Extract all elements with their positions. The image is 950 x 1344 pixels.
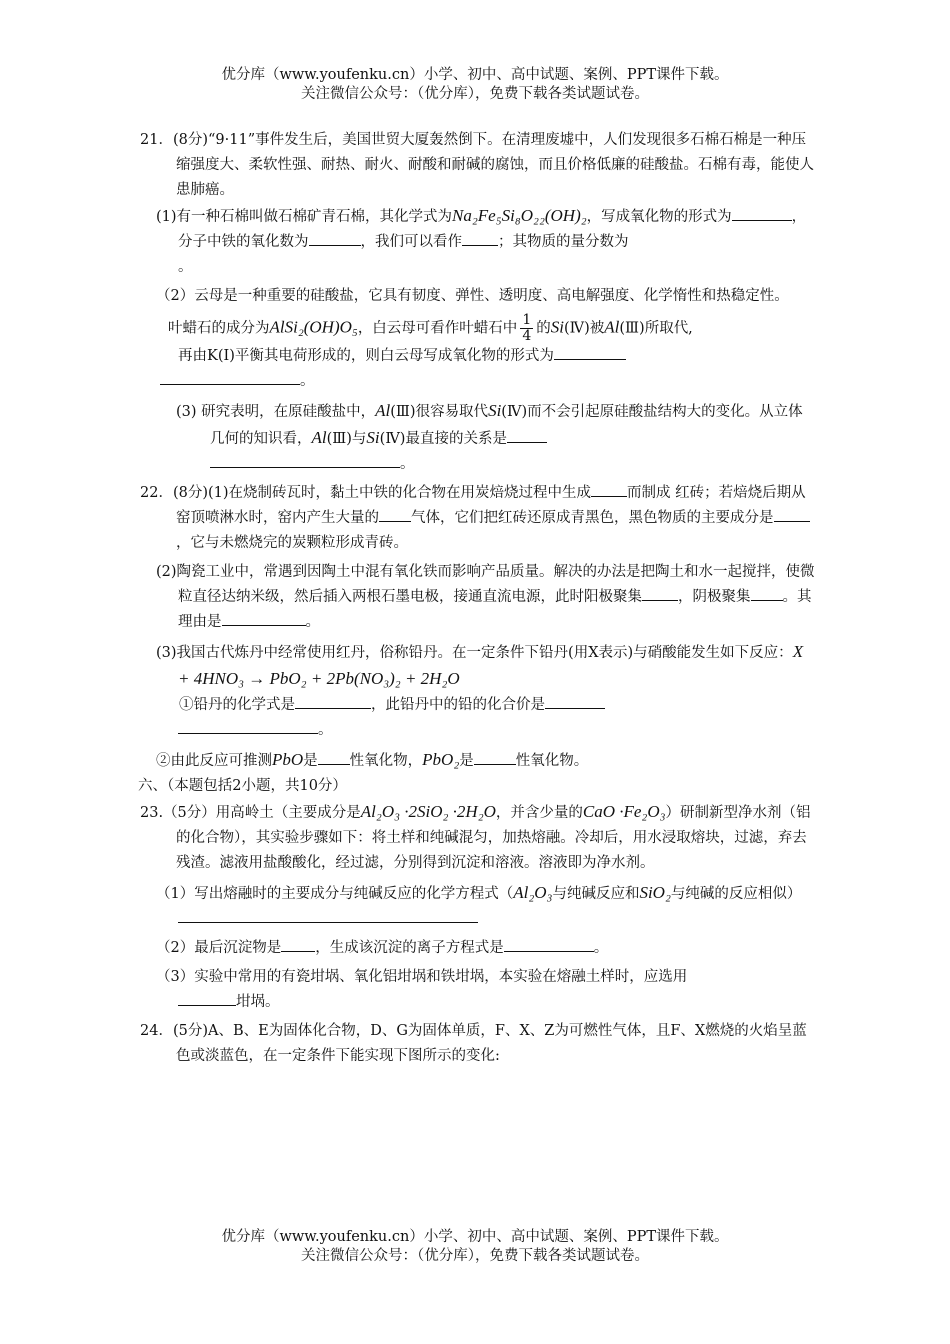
formula-pyrophyllite: AlSi₂(OH)O₅ (269, 317, 358, 337)
header-line-1: 优分库（www.youfenku.cn）小学、初中、高中试题、案例、PPT课件下载。 (221, 67, 729, 83)
q23-intro: 23.（5分）用高岭土（主要成分是Al₂O₃ ·2SiO₂ ·2H₂O，并含少量的CaO ·Fe₂O₃）研制新型净水剂（铝的化合物），其实验步骤如下：将土样和纯碱混匀，加热熔融。冷却后，用水浸取熔块，过滤，弃去残渣。滤液用盐酸酸化，经过滤，分别得到沉淀和溶液。溶液即为净水剂。 (140, 802, 811, 871)
answer-blank[interactable] (504, 937, 594, 952)
document-body (138, 128, 816, 1069)
formula-kaolin: Al₂O₃ ·2SiO₂ ·2H₂O (360, 802, 496, 821)
q21-part2b: 叶蜡石的成分为AlSi₂(OH)O₅，白云母可看作叶蜡石中 $\frac{1}{4}$ 的Si(Ⅳ)被Al(Ⅲ)所取代, (168, 312, 693, 344)
answer-blank[interactable] (642, 586, 678, 601)
answer-blank[interactable] (222, 611, 306, 626)
answer-blank[interactable] (462, 231, 498, 246)
page-header (0, 66, 950, 104)
answer-blank[interactable] (160, 370, 300, 385)
q21-part2d: 。 (138, 369, 816, 394)
q22-part2: (2)陶瓷工业中，常遇到因陶土中混有氧化铁而影响产品质量。解决的办法是把陶土和水一起搅拌，使微粒直径达纳米级，然后插入两根石墨电极，接通直流电源，此时阳极聚集 ，阴极聚集 。其理由是 。 (156, 564, 815, 630)
answer-blank[interactable] (210, 453, 400, 468)
q21-part3: (3) 研究表明，在原硅酸盐中，Al(Ⅲ)很容易取代Si(Ⅳ)而不会引起原硅酸盐结构大的变化。从立体几何的知识看，Al(Ⅲ)与Si(Ⅳ)最直接的关系是 。 (176, 401, 803, 472)
q22-part5: ②由此反应可推测PbO是 性氧化物，PbO₂是 性氧化物。 (156, 750, 589, 769)
q21-intro: 21．(8分)“9·11”事件发生后，美国世贸大厦轰然倒下。在清理废墟中，人们发现很多石棉石棉是一种压缩强度大、柔软性强、耐热、耐火、耐酸和耐碱的腐蚀，而且价格低廉的硅酸盐。石棉有毒，能使人患肺癌。 (140, 132, 814, 198)
fraction-one-quarter: $\frac{1}{4}$ (522, 312, 532, 344)
footer-line-2: 关注微信公众号：（优分库），免费下载各类试题试卷。 (301, 1248, 649, 1264)
answer-blank[interactable] (554, 345, 626, 360)
formula-reaction: X + 4HNO₃ → PbO₂ + 2Pb(NO₃)₂ + 2H₂O (178, 642, 804, 688)
q21-part1: (1)有一种石棉叫做石棉矿青石棉，其化学式为Na₂Fe₅Si₈O₂₂(OH)₂，写成氧化物的形式为 ，分子中铁的氧化数为 ，我们可以看作 ；其物质的量分数为 。 (156, 206, 807, 275)
answer-blank[interactable] (379, 507, 411, 522)
answer-blank[interactable] (474, 750, 516, 765)
answer-blank[interactable] (309, 231, 361, 246)
q22-part3: (3)我国古代炼丹中经常使用红丹，俗称铅丹。在一定条件下铅丹(用X表示)与硝酸能发生如下反应：X + 4HNO₃ → PbO₂ + 2Pb(NO₃)₂ + 2H₂O (156, 642, 804, 688)
q22-part1: 22．(8分)(1)在烧制砖瓦时，黏土中铁的化合物在用炭焙烧过程中生成 而制成 红砖；若焙烧后期从窑顶喷淋水时，窑内产生大量的 气体，它们把红砖还原成青黑色，黑色物质的主要成分是，它与未燃烧完的炭颗粒形成青砖。 (138, 481, 816, 556)
q24-intro: 24．(5分)A、B、E为固体化合物，D、G为固体单质，F、X、Z为可燃性气体，且F、X燃烧的火焰呈蓝色或淡蓝色，在一定条件下能实现下图所示的变化: (140, 1023, 807, 1064)
answer-blank[interactable] (751, 586, 783, 601)
formula-asbestos: Na₂Fe₅Si₈O₂₂(OH)₂ (452, 206, 587, 225)
answer-blank[interactable] (507, 428, 547, 443)
q21-part2: （2）云母是一种重要的硅酸盐，它具有韧度、弹性、透明度、高电解强度、化学惰性和热稳定性。 (156, 288, 789, 304)
answer-blank[interactable] (545, 694, 605, 709)
answer-blank[interactable] (281, 937, 315, 952)
answer-blank[interactable] (318, 750, 350, 765)
footer-line-1: 优分库（www.youfenku.cn）小学、初中、高中试题、案例、PPT课件下载。 (221, 1229, 729, 1245)
header-line-2: 关注微信公众号：（优分库），免费下载各类试题试卷。 (301, 86, 649, 102)
answer-blank[interactable] (591, 482, 627, 497)
page-footer (0, 1228, 950, 1266)
q23-part1: （1）写出熔融时的主要成分与纯碱反应的化学方程式（Al₂O₃与纯碱反应和SiO₂与纯碱的反应相似） (138, 880, 816, 932)
answer-blank[interactable] (732, 206, 792, 221)
q21-part2c: 再由K(Ⅰ)平衡其电荷形成的，则白云母写成氧化物的形式为 (138, 344, 816, 369)
answer-blank[interactable] (295, 694, 371, 709)
answer-blank[interactable] (178, 719, 318, 734)
q23-part3: （3）实验中常用的有瓷坩埚、氧化铝坩埚和铁坩埚，本实验在熔融土样时，应选用 坩埚。 (156, 969, 688, 1010)
answer-blank[interactable] (774, 507, 810, 522)
section-6-heading: 六、（本题包括2小题，共10分） (138, 778, 347, 794)
q22-part4: ①铅丹的化学式是 ，此铅丹中的铅的化合价是 。 (138, 693, 816, 743)
answer-blank[interactable] (178, 991, 236, 1006)
formula-impurity: CaO ·Fe₂O₃ (582, 802, 666, 821)
q23-part2: （2）最后沉淀物是 ，生成该沉淀的离子方程式是 。 (138, 936, 816, 961)
answer-blank[interactable] (178, 908, 478, 923)
